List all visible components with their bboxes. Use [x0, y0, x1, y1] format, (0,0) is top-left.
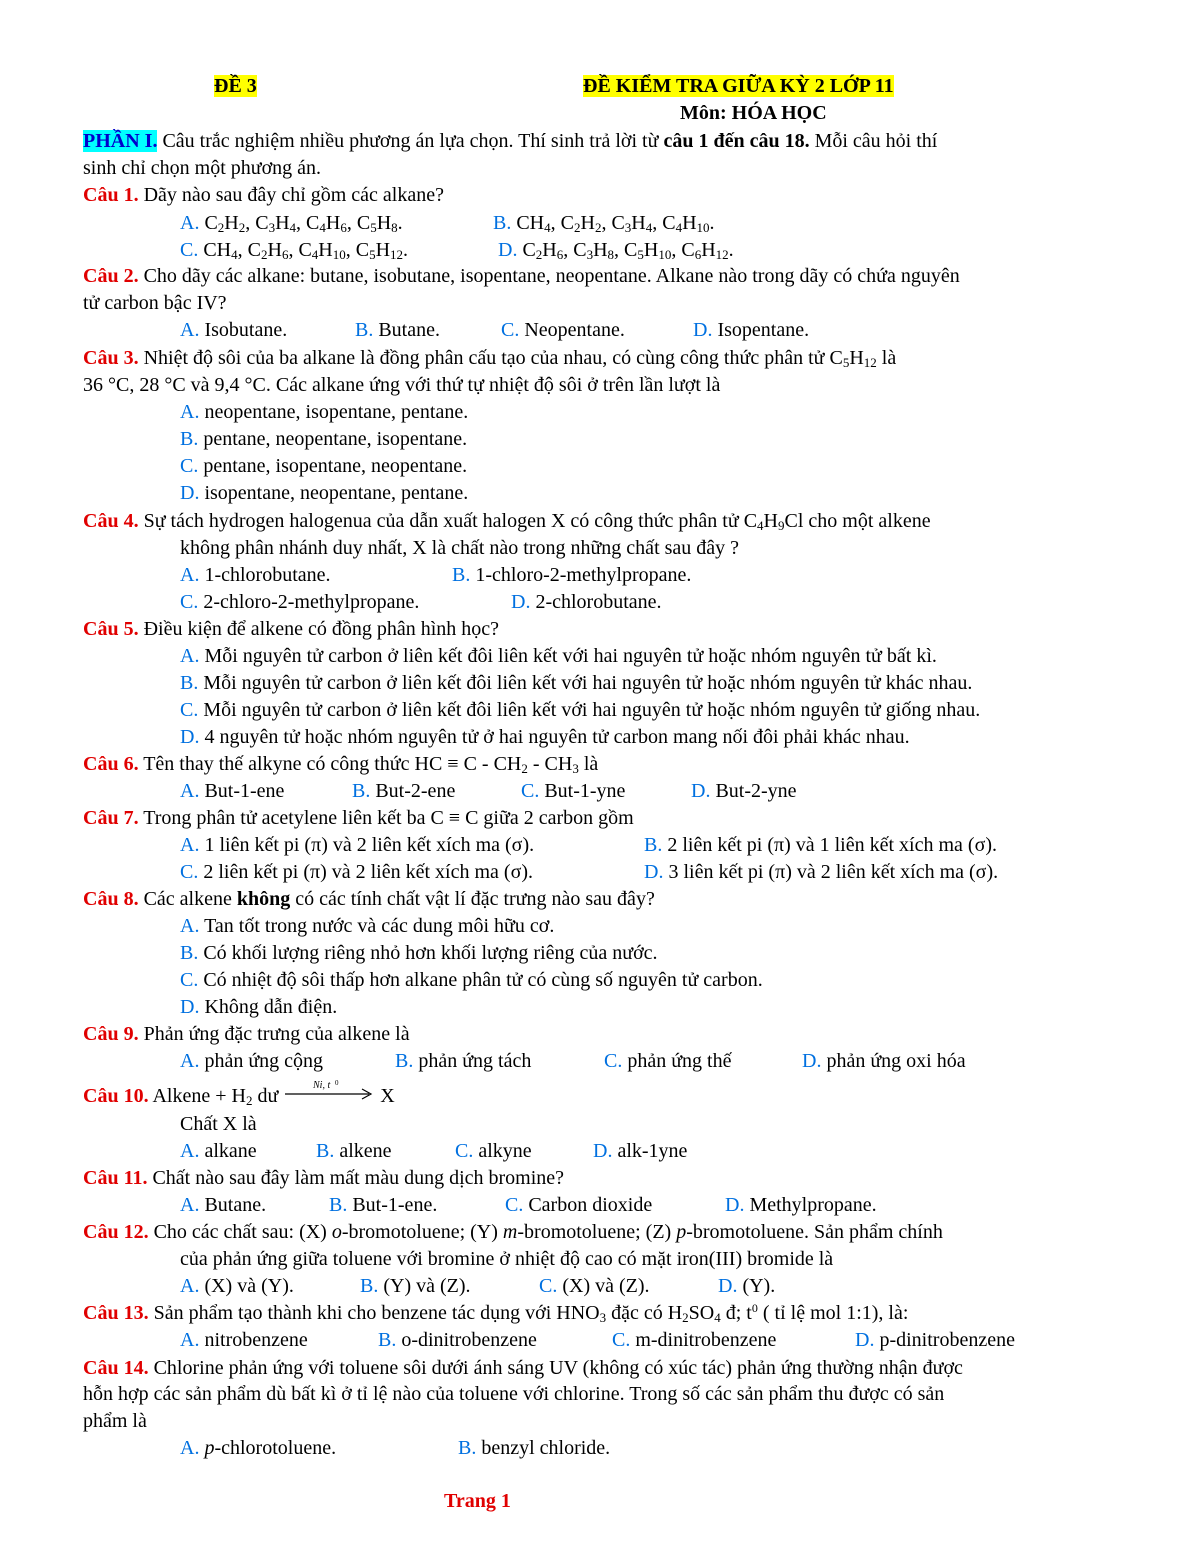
q3-option-c: C. pentane, isopentane, neopentane.: [180, 455, 468, 477]
q7-option-a: A. 1 liên kết pi (π) và 2 liên kết xích ma (σ).: [180, 834, 535, 856]
q7-option-b: B. 2 liên kết pi (π) và 1 liên kết xích ma (σ).: [644, 834, 998, 856]
q4-option-b: B. 1-chloro-2-methylpropane.: [452, 564, 692, 586]
q2-option-a: A. Isobutane.: [180, 319, 288, 341]
q6-option-c: C. But-1-yne: [521, 780, 626, 802]
q11-option-c: C. Carbon dioxide: [505, 1194, 653, 1216]
question-13: Câu 13. Sản phẩm tạo thành khi cho benzene tác dụng với $HNO_3$ đặc có $H_2SO_4$ đ; $t^0$ ( tỉ lệ mol 1:1), là:: [83, 1301, 909, 1325]
q2-option-b: B. Butane.: [355, 319, 440, 341]
q5-option-b: B. Mỗi nguyên tử carbon ở liên kết đôi liên kết với hai nguyên tử hoặc nhóm nguyên tử khác nhau.: [180, 672, 973, 694]
q13-option-a: A. nitrobenzene: [180, 1329, 308, 1351]
q7-option-c: C. 2 liên kết pi (π) và 2 liên kết xích ma (σ).: [180, 861, 534, 883]
q8-option-d: D. Không dẫn điện.: [180, 996, 338, 1018]
q4-option-a: A. 1-chlorobutane.: [180, 564, 331, 586]
question-5: Câu 5. Điều kiện để alkene có đồng phân hình học?: [83, 618, 500, 640]
q11-option-b: B. But-1-ene.: [329, 1194, 438, 1216]
page-number: Trang 1: [444, 1490, 511, 1512]
q12-option-b: B. (Y) và (Z).: [360, 1275, 471, 1297]
q3-option-a: A. neopentane, isopentane, pentane.: [180, 401, 469, 423]
q7-option-d: D. 3 liên kết pi (π) và 2 liên kết xích ma (σ).: [644, 861, 999, 883]
q12-option-d: D. (Y).: [718, 1275, 776, 1297]
q11-option-a: A. Butane.: [180, 1194, 267, 1216]
q9-option-d: D. phản ứng oxi hóa: [802, 1050, 966, 1072]
question-4-line2: không phân nhánh duy nhất, X là chất nào trong những chất sau đây ?: [180, 537, 740, 559]
q6-option-d: D. But-2-yne: [691, 780, 797, 802]
q1-option-d: D. $C_2H_6$, $C_3H_8$, $C_5H_{10}$, $C_6H_{12}$.: [498, 239, 734, 262]
question-14-line2: hỗn hợp các sản phẩm dù bất kì ở tỉ lệ nào của toluene với chlorine. Trong số các sản phẩm thu được có sản: [83, 1383, 945, 1405]
q4-option-d: D. 2-chlorobutane.: [511, 591, 662, 613]
question-3-line2: 36 °C, 28 °C và 9,4 °C. Các alkane ứng với thứ tự nhiệt độ sôi ở trên lần lượt là: [83, 374, 721, 396]
question-2-line2: tử carbon bậc IV?: [83, 292, 227, 314]
question-8: Câu 8. Các alkene không có các tính chất vật lí đặc trưng nào sau đây?: [83, 888, 655, 910]
q5-option-d: D. 4 nguyên tử hoặc nhóm nguyên tử ở hai nguyên tử carbon mang nối đôi phải khác nhau.: [180, 726, 910, 748]
svg-text:Ni, t: Ni, t: [313, 1080, 331, 1091]
question-11: Câu 11. Chất nào sau đây làm mất màu dung dịch bromine?: [83, 1167, 565, 1189]
question-14: Câu 14. Chlorine phản ứng với toluene sôi dưới ánh sáng UV (không có xúc tác) phản ứng thường nhận được: [83, 1357, 963, 1379]
q13-option-d: D. p-dinitrobenzene: [855, 1329, 1015, 1351]
q1-option-a: A. $C_2H_2$, $C_3H_4$, $C_4H_6$, $C_5H_8$.: [180, 212, 403, 235]
question-4: Câu 4. Sự tách hydrogen halogenua của dẫn xuất halogen X có công thức phân tử $C_4H_9Cl$ cho một alkene: [83, 510, 931, 533]
q6-option-b: B. But-2-ene: [352, 780, 456, 802]
question-12: Câu 12. Cho các chất sau: (X) o-bromotoluene; (Y) m-bromotoluene; (Z) p-bromotoluene. Sản phẩm chính: [83, 1221, 943, 1243]
question-1: Câu 1. Dãy nào sau đây chỉ gồm các alkane?: [83, 184, 444, 206]
q9-option-b: B. phản ứng tách: [395, 1050, 532, 1072]
q11-option-d: D. Methylpropane.: [725, 1194, 877, 1216]
q12-option-a: A. (X) và (Y).: [180, 1275, 294, 1297]
part1-intro-line2: sinh chỉ chọn một phương án.: [83, 157, 322, 179]
q10-option-c: C. alkyne: [455, 1140, 532, 1162]
part1-intro: PHẦN I. Câu trắc nghiệm nhiều phương án lựa chọn. Thí sinh trả lời từ câu 1 đến câu 18. Mỗi câu hỏi thí: [83, 130, 938, 152]
q14-option-a: A. p-chlorotoluene.: [180, 1437, 337, 1459]
q9-option-c: C. phản ứng thế: [604, 1050, 732, 1072]
q13-option-c: C. m-dinitrobenzene: [612, 1329, 777, 1351]
q3-option-d: D. isopentane, neopentane, pentane.: [180, 482, 469, 504]
q8-option-a: A. Tan tốt trong nước và các dung môi hữu cơ.: [180, 915, 555, 937]
question-6: Câu 6. Tên thay thế alkyne có công thức HC ≡ C - $CH_2 - CH_3$ là: [83, 753, 599, 776]
q2-option-c: C. Neopentane.: [501, 319, 625, 341]
q6-option-a: A. But-1-ene: [180, 780, 285, 802]
q4-option-c: C. 2-chloro-2-methylpropane.: [180, 591, 420, 613]
question-2: Câu 2. Cho dãy các alkane: butane, isobutane, isopentane, neopentane. Alkane nào trong dãy có chứa nguyên: [83, 265, 960, 287]
q12-option-c: C. (X) và (Z).: [539, 1275, 650, 1297]
question-10: Câu 10. Alkene + $H_2$ dư Ni, t 0 X: [83, 1079, 395, 1108]
exam-title: ĐỀ KIỂM TRA GIỮA KỲ 2 LỚP 11: [583, 75, 894, 97]
q2-option-d: D. Isopentane.: [693, 319, 810, 341]
question-10-line2: Chất X là: [180, 1113, 257, 1135]
q10-option-b: B. alkene: [316, 1140, 392, 1162]
q5-option-c: C. Mỗi nguyên tử carbon ở liên kết đôi liên kết với hai nguyên tử hoặc nhóm nguyên tử giống nhau.: [180, 699, 981, 721]
q8-option-c: C. Có nhiệt độ sôi thấp hơn alkane phân tử có cùng số nguyên tử carbon.: [180, 969, 763, 991]
question-12-line2: của phản ứng giữa toluene với bromine ở nhiệt độ cao có mặt iron(III) bromide là: [180, 1248, 834, 1270]
q5-option-a: A. Mỗi nguyên tử carbon ở liên kết đôi liên kết với hai nguyên tử hoặc nhóm nguyên tử bất kì.: [180, 645, 937, 667]
svg-text:0: 0: [335, 1079, 339, 1087]
subject-title: Môn: HÓA HỌC: [680, 102, 827, 124]
exam-code: ĐỀ 3: [214, 75, 257, 97]
q8-option-b: B. Có khối lượng riêng nhỏ hơn khối lượng riêng của nước.: [180, 942, 658, 964]
question-9: Câu 9. Phản ứng đặc trưng của alkene là: [83, 1023, 410, 1045]
q10-option-d: D. alk-1yne: [593, 1140, 688, 1162]
reaction-arrow-icon: [283, 1079, 375, 1105]
question-14-line3: phẩm là: [83, 1410, 147, 1432]
question-7: Câu 7. Trong phân tử acetylene liên kết ba C ≡ C giữa 2 carbon gồm: [83, 807, 634, 829]
question-3: Câu 3. Nhiệt độ sôi của ba alkane là đồng phân cấu tạo của nhau, có cùng công thức phân tử $C_5H_{12}$ là: [83, 347, 897, 370]
q14-option-b: B. benzyl chloride.: [458, 1437, 611, 1459]
q1-option-b: B. $CH_4$, $C_2H_2$, $C_3H_4$, $C_4H_{10}$.: [493, 212, 715, 235]
q10-option-a: A. alkane: [180, 1140, 257, 1162]
q1-option-c: C. $CH_4$, $C_2H_6$, $C_4H_{10}$, $C_5H_{12}$.: [180, 239, 409, 262]
q13-option-b: B. o-dinitrobenzene: [378, 1329, 537, 1351]
q3-option-b: B. pentane, neopentane, isopentane.: [180, 428, 468, 450]
q9-option-a: A. phản ứng cộng: [180, 1050, 324, 1072]
